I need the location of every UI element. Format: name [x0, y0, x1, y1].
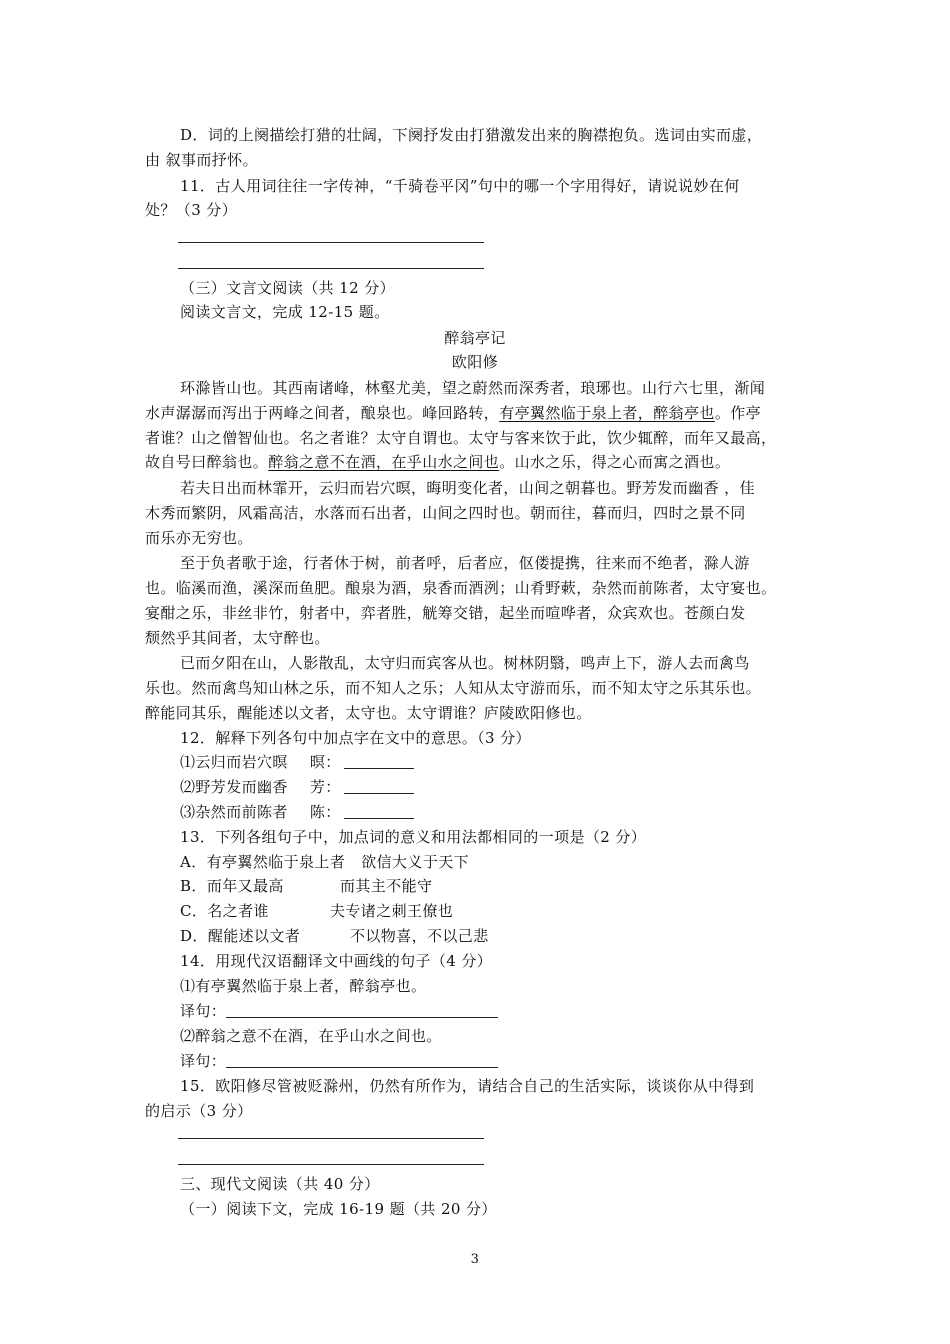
passage-line: 木秀而繁阴，风霜高洁，水落而石出者，山间之四时也。朝而往，暮而归，四时之景不同 [145, 504, 746, 522]
underlined-sentence: 醉翁之意不在酒，在乎山水之间也 [268, 453, 500, 471]
fill-blank[interactable] [344, 754, 414, 769]
passage-line [145, 452, 730, 472]
q14-answer-2 [180, 1051, 498, 1071]
q12-word: 暝： [309, 753, 341, 771]
option-left: C．名之者谁 [180, 902, 269, 920]
q12-item [180, 777, 414, 797]
answer-line[interactable] [178, 242, 484, 243]
translation-blank[interactable] [226, 1053, 498, 1068]
q14-sentence-2: ⑵醉翁之意不在酒，在乎山水之间也。 [180, 1027, 442, 1045]
passage-line: 醉能同其乐，醒能述以文者，太守也。太守谓谁？庐陵欧阳修也。 [145, 704, 592, 722]
answer-line[interactable] [178, 1138, 484, 1139]
translation-blank[interactable] [226, 1003, 498, 1018]
q12-sentence: ⑴云归而岩穴暝 [180, 753, 288, 771]
q10-option-d-line1: D．词的上阕描绘打猎的壮阔，下阕抒发由打猎激发出来的胸襟抱负。选词由实而虚， [180, 126, 763, 144]
q13-stem: 13．下列各组句子中，加点词的意义和用法都相同的一项是（2 分） [180, 828, 647, 846]
q11-line2: 处？（3 分） [145, 201, 238, 219]
q12-sentence: ⑶杂然而前陈者 [180, 803, 288, 821]
passage-line: 也。临溪而渔，溪深而鱼肥。酿泉为酒，泉香而酒洌；山肴野蔌，杂然而前陈者，太守宴也。 [145, 579, 777, 597]
option-right: 夫专诸之刺王僚也 [330, 902, 454, 920]
answer-label: 译句： [180, 1002, 227, 1020]
option-right: 而其主不能守 [340, 877, 433, 895]
answer-line[interactable] [178, 268, 484, 269]
section-heading: 三、现代文阅读（共 40 分） [180, 1175, 380, 1193]
q14-sentence-1: ⑴有亭翼然临于泉上者，醉翁亭也。 [180, 977, 427, 995]
q12-sentence: ⑵野芳发而幽香 [180, 778, 288, 796]
passage-line: 若夫日出而林霏开，云归而岩穴暝，晦明变化者，山间之朝暮也。野芳发而幽香 ，佳 [180, 479, 755, 497]
passage-text: 。山水之乐，得之心而寓之酒也。 [499, 453, 731, 471]
q10-option-d-line2: 由 叙事而抒怀。 [145, 151, 258, 169]
passage-author: 欧阳修 [451, 353, 499, 371]
option-left: B．而年又最高 [180, 877, 284, 895]
passage-line: 宴酣之乐，非丝非竹，射者中，弈者胜，觥筹交错，起坐而喧哗者，众宾欢也。苍颜白发 [145, 604, 746, 622]
q15-line2: 的启示（3 分） [145, 1102, 253, 1120]
passage-line [145, 403, 761, 423]
q12-word: 陈： [309, 803, 341, 821]
option-left: D．醒能述以文者 [180, 927, 301, 945]
passage-text: 故自号曰醉翁也。 [145, 453, 269, 471]
underlined-sentence: 有亭翼然临于泉上者，醉翁亭也 [499, 404, 715, 422]
passage-line: 已而夕阳在山，人影散乱，太守归而宾客从也。树林阴翳，鸣声上下，游人去而禽鸟 [180, 654, 750, 672]
passage-title: 醉翁亭记 [444, 329, 506, 347]
q12-item [180, 752, 414, 772]
section-instruction: 阅读文言文，完成 12-15 题。 [180, 303, 390, 321]
passage-line: 乐也。然而禽鸟知山林之乐，而不知人之乐；人知从太守游而乐，而不知太守之乐其乐也。 [145, 679, 762, 697]
passage-text: 水声潺潺而泻出于两峰之间者，酿泉也。峰回路转， [145, 404, 500, 422]
q13-option-c [180, 901, 453, 921]
option-right: 不以物喜，不以己悲 [350, 927, 489, 945]
option-left: A．有亭翼然临于泉上者 [180, 853, 346, 871]
q13-option-a [180, 852, 469, 872]
passage-line: 至于负者歌于途，行者休于树，前者呼，后者应，伛偻提携，往来而不绝者，滁人游 [180, 554, 750, 572]
q14-stem: 14．用现代汉语翻译文中画线的句子（4 分） [180, 952, 493, 970]
section-subheading: （一）阅读下文，完成 16-19 题（共 20 分） [180, 1200, 497, 1218]
fill-blank[interactable] [344, 779, 414, 794]
q11-line1: 11．古人用词往往一字传神，“千骑卷平冈”句中的哪一个字用得好，请说说妙在何 [180, 177, 740, 195]
page-number: 3 [470, 1252, 480, 1267]
option-right: 欲信大义于天下 [361, 853, 470, 871]
q13-option-b [180, 876, 432, 896]
fill-blank[interactable] [344, 804, 414, 819]
q15-line1: 15．欧阳修尽管被贬滁州，仍然有所作为，请结合自己的生活实际，谈谈你从中得到 [180, 1077, 755, 1095]
q12-item [180, 802, 414, 822]
q14-answer-1 [180, 1001, 498, 1021]
q13-option-d [180, 926, 489, 946]
q12-word: 芳： [309, 778, 341, 796]
passage-line: 颓然乎其间者，太守醉也。 [145, 629, 330, 647]
answer-label: 译句： [180, 1052, 227, 1070]
passage-line: 环滁皆山也。其西南诸峰，林壑尤美，望之蔚然而深秀者，琅琊也。山行六七里，渐闻 [180, 379, 766, 397]
passage-text: 。作亭 [714, 404, 762, 422]
passage-line: 者谁？山之僧智仙也。名之者谁？太守自谓也。太守与客来饮于此，饮少辄醉，而年又最高， [145, 429, 777, 447]
passage-line: 而乐亦无穷也。 [145, 529, 253, 547]
section-heading: （三）文言文阅读（共 12 分） [180, 279, 396, 297]
q12-stem: 12．解释下列各句中加点字在文中的意思。（3 分） [180, 729, 531, 747]
answer-line[interactable] [178, 1164, 484, 1165]
